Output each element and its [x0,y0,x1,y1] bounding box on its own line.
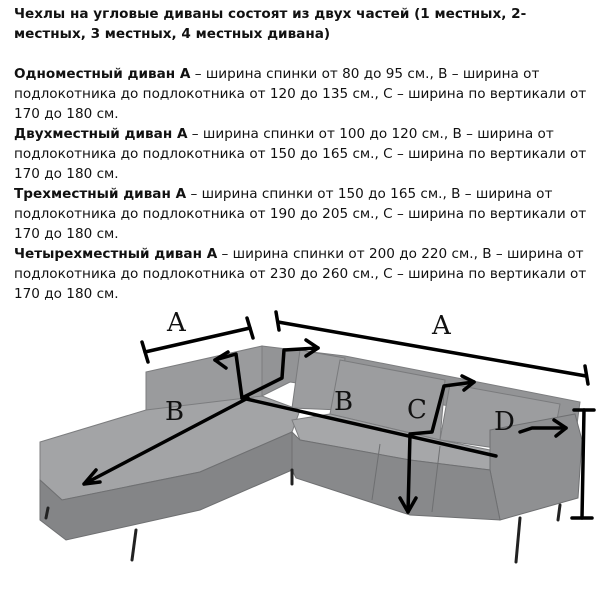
entry-name: Трехместный диван А [14,186,187,202]
entry-name: Двухместный диван А [14,126,188,142]
description-text [14,4,590,304]
corner-sofa-illustration [40,346,582,562]
label-c: C [407,395,427,425]
entry-four-seat [14,244,590,304]
dimension-a-left [145,328,250,352]
entry-name: Одноместный диван А [14,66,191,82]
entry-two-seat [14,124,590,184]
label-a-left: A [167,308,186,338]
label-a-right: A [432,311,451,341]
entry-one-seat [14,64,590,124]
label-d: D [494,407,515,437]
entry-name: Четырехместный диван А [14,246,218,262]
entry-text: – ширина спинки от 80 до 95 см., В – ширина от подлокотника до подлокотника от 120 до 135 см., С – ширина по вертикали от 170 до 180 см. [14,66,587,122]
sofa-diagram [0,300,600,600]
label-b-left: B [165,397,185,427]
dimension-height [582,410,584,518]
entry-three-seat [14,184,590,244]
entry-text: – ширина спинки от 100 до 120 см., В – ширина от подлокотника до подлокотника от 150 до 165 см., С – ширина по вертикали от 170 до 180 см. [14,126,587,182]
page-title: Чехлы на угловые диваны состоят из двух частей (1 местных, 2-местных, 3 местных, 4 местных дивана) [14,6,527,42]
entry-text: – ширина спинки от 150 до 165 см., В – ширина от подлокотника до подлокотника от 190 до 205 см., С – ширина по вертикали от 170 до 180 см. [14,186,587,242]
label-b-right: B [334,387,354,417]
entry-text: – ширина спинки от 200 до 220 см., В – ширина от подлокотника до подлокотника от 230 до 260 см., С – ширина по вертикали от 170 до 180 см. [14,246,587,302]
